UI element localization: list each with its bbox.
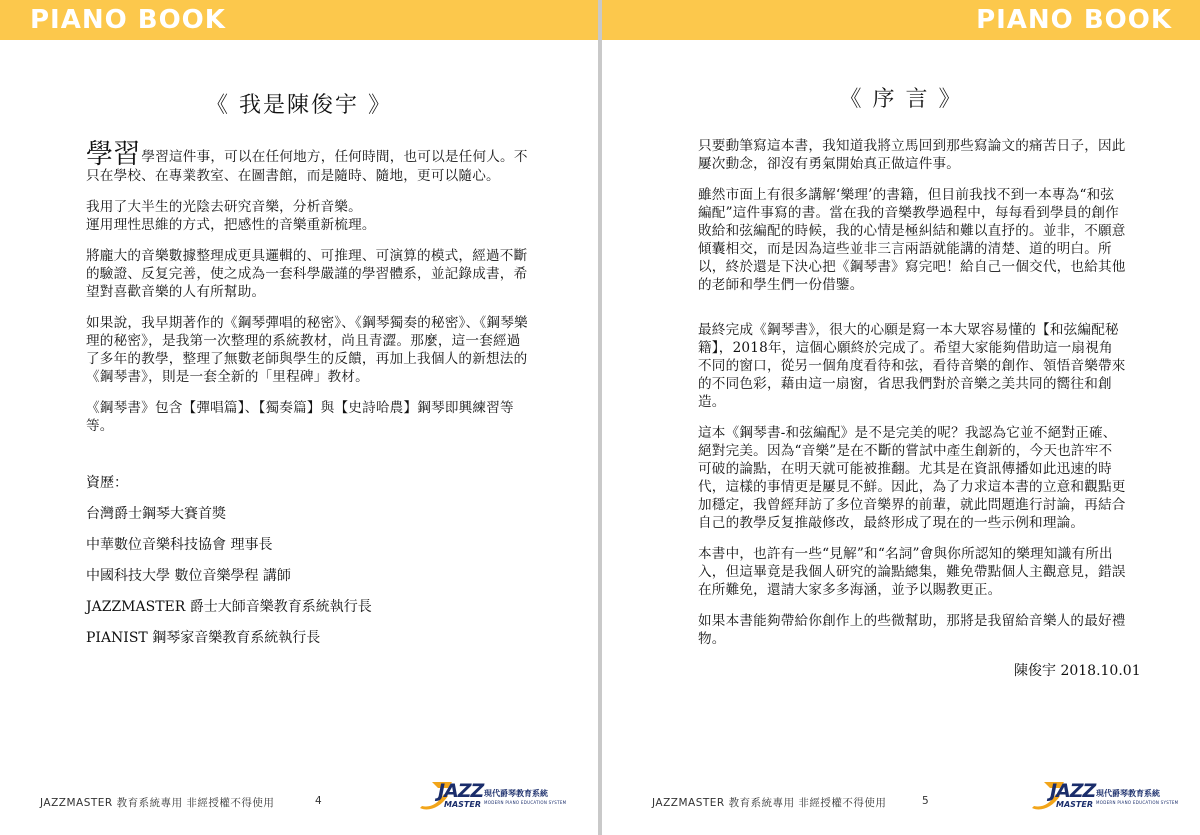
paragraph: 最終完成《鋼琴書》，很大的心願是寫一本大眾容易懂的【和弦編配秘籍】，2018年，這個心願終於完成了。希望大家能夠借助這一扇視角不同的窗口，從另一個角度看待和弦，看待音樂的創作、領悟音樂帶來的不同色彩，藉由這一扇窗，省思我們對於音樂之美共同的嚮往和創造。 (698, 322, 1126, 410)
header-title: PIANO BOOK (30, 5, 226, 35)
paragraph: 雖然市面上有很多講解‘樂理’的書籍，但目前我找不到一本專為“和弦編配”這件事寫的書。當在我的音樂教學過程中，每每看到學員的創作敗給和弦編配的時候，我的心情是極糾結和難以直抒的。並非，不願意傾囊相交，而是因為這些並非三言兩語就能講的清楚、道的明白。所以，終於還是下決心把《鋼琴書》寫完吧！給自己一個交代，也給其他的老師和學生們一份借鑒。 (698, 187, 1126, 293)
page-number: 5 (922, 795, 929, 807)
list-item: 中華數位音樂科技協會 理事長 (86, 537, 273, 553)
left-body (86, 139, 528, 448)
footer-text: JAZZMASTER 教育系統專用 非經授權不得使用 (652, 797, 887, 809)
right-page (602, 0, 1200, 835)
drop-word: 學習 (86, 139, 141, 170)
paragraph: 將龐大的音樂數據整理成更具邏輯的、可推理、可演算的模式，經過不斷的驗證、反复完善，使之成為一套科學嚴謹的學習體系，並記錄成書，希望對喜歡音樂的人有所幫助。 (86, 248, 528, 300)
list-item: 台灣爵士鋼琴大賽首獎 (86, 506, 226, 522)
paragraph: 我用了大半生的光陰去研究音樂，分析音樂。 運用理性思維的方式，把感性的音樂重新梳理。 (86, 199, 376, 233)
paragraph: 本書中，也許有一些“見解”和“名詞”會與你所認知的樂理知識有所出入，但這畢竟是我個人研究的論點總集，難免帶點個人主觀意見，錯誤在所難免，還請大家多多海涵，並予以賜教更正。 (698, 546, 1126, 598)
paragraph: 只要動筆寫這本書，我知道我將立馬回到那些寫論文的痛苦日子，因此屢次動念，卻沒有勇氣開始真正做這件事。 (698, 138, 1126, 172)
list-item: 中國科技大學 數位音樂學程 講師 (86, 568, 291, 584)
logo-sub-text: MASTER (444, 800, 481, 809)
logo-cn-text: 現代爵琴教育系統 (484, 789, 548, 798)
paragraph-text: 學習這件事，可以在任何地方，任何時間，也可以是任何人。不只在學校、在專業教室、在圖書館，而是隨時、隨地，更可以隨心。 (86, 149, 528, 184)
logo-main-text: JAZZ (438, 780, 484, 802)
page-title: 《 我是陳俊宇 》 (206, 93, 392, 118)
jazzmaster-logo (1030, 778, 1179, 814)
page-title: 《 序 言 》 (839, 87, 963, 112)
footer-text: JAZZMASTER 教育系統專用 非經授權不得使用 (40, 797, 275, 809)
left-page (0, 0, 598, 835)
signature: 陳俊宇 2018.10.01 (1014, 663, 1141, 679)
header-title: PIANO BOOK (976, 5, 1172, 35)
logo-cn-text: 現代爵琴教育系統 (1096, 789, 1160, 798)
page-number: 4 (315, 795, 322, 807)
paragraph: 這本《鋼琴書-和弦編配》是不是完美的呢？我認為它並不絕對正確、絕對完美。因為“音樂”是在不斷的嘗試中產生創新的，今天也許牢不可破的論點，在明天就可能被推翻。尤其是在資訊傳播如此迅速的時代，這樣的事情更是屢見不鮮。因此，為了力求這本書的立意和觀點更加穩定，我曾經拜訪了多位音樂界的前輩，就此問題進行討論，再結合自己的教學反复推敲修改，最終形成了現在的一些示例和理論。 (698, 425, 1126, 531)
paragraph (86, 139, 528, 185)
logo-sub-text: MASTER (1056, 800, 1093, 809)
resume-heading: 資歷： (86, 475, 128, 491)
right-body (698, 137, 1126, 661)
jazzmaster-logo (418, 778, 567, 814)
logo-main-text: JAZZ (1050, 780, 1096, 802)
logo-en-text: MODERN PIANO EDUCATION SYSTEM (484, 800, 567, 805)
paragraph: 《鋼琴書》包含【彈唱篇】、【獨奏篇】與【史詩哈農】鋼琴即興練習等等。 (86, 400, 514, 434)
paragraph: 如果本書能夠帶給你創作上的些微幫助，那將是我留給音樂人的最好禮物。 (698, 613, 1126, 647)
paragraph: 如果說，我早期著作的《鋼琴彈唱的秘密》、《鋼琴獨奏的秘密》、《鋼琴樂理的秘密》，是我第一次整理的系統教材，尚且青澀。那麼，這一套經過了多年的教學，整理了無數老師與學生的反饋，再加上我個人的新想法的《鋼琴書》，則是一套全新的「里程碑」教材。 (86, 315, 528, 385)
resume-list (86, 505, 372, 660)
logo-en-text: MODERN PIANO EDUCATION SYSTEM (1096, 800, 1179, 805)
list-item: PIANIST 鋼琴家音樂教育系統執行長 (86, 630, 321, 646)
list-item: JAZZMASTER 爵士大師音樂教育系統執行長 (86, 599, 372, 615)
